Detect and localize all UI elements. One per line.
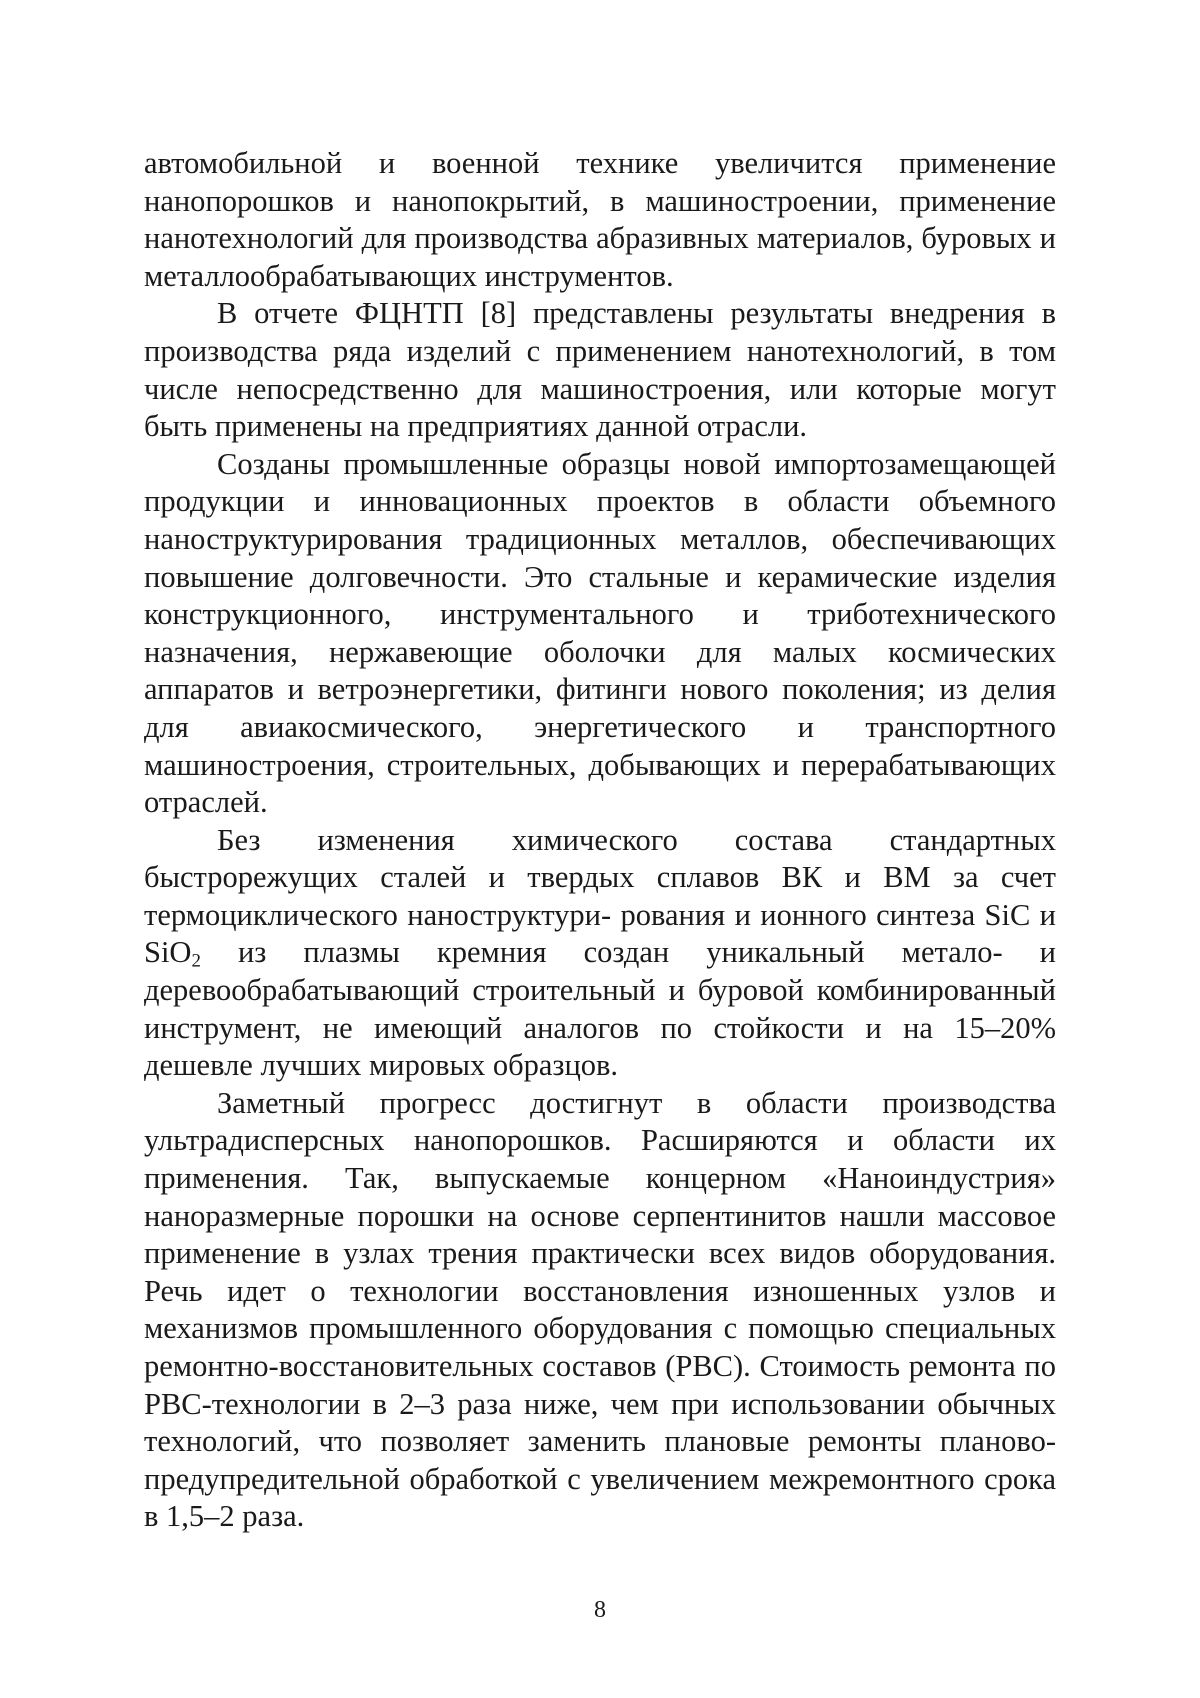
paragraph-1: автомобильной и военной технике увеличится применение нанопорошков и нанопокрытий, в машиностроении, применение нанотехнологий для производства абразивных материалов, буровых и металлообрабатывающих инструментов. [144, 146, 1056, 293]
paragraph-5: Заметный прогресс достигнут в области производства ультрадисперсных нанопорошков. Расширяются и области их применения. Так, выпускаемые концерном «Наноиндустрия» наноразмерные порошки на основе серпентинитов нашли массовое применение в узлах трения практически всех видов оборудования. Речь идет о технологии восстановления изношенных узлов и механизмов промышленного оборудования с помощью специальных ремонтно-восстановительных составов (РВС). Стоимость ремонта по РВС-технологии в 2–3 раза ниже, чем при использовании обычных технологий, что позволяет заменить плановые ремонты планово-предупредительной обработкой с увеличением межремонтного срока в 1,5–2 раза. [144, 1085, 1056, 1534]
subscript-2: 2 [191, 951, 201, 973]
paragraph-4-part-1: Без изменения химического состава стандартных быстрорежущих сталей и твердых сплавов ВК и ВМ за счет термоциклического наноструктури- рования и ионного синтеза SiC и SiO [144, 822, 1056, 970]
paragraph-2: В отчете ФЦНТП [8] представлены результаты внедрения в производства ряда изделий с применением нанотехнологий, в том числе непосредственно для машиностроения, или которые могут быть применены на предприятиях данной отрасли. [144, 296, 1056, 444]
body-text [144, 145, 1056, 1536]
page-number: 8 [594, 1597, 606, 1623]
paragraph-4-part-2: из плазмы кремния создан уникальный метало- и деревообрабатывающий строительный и буровой комбинированный инструмент, не имеющий аналогов по стойкости и на 15–20% дешевле лучших мировых образцов. [144, 935, 1056, 1083]
paragraph-4 [144, 822, 1056, 1085]
paragraph-3: Созданы промышленные образцы новой импортозамещающей продукции и инновационных проектов в области объемного наноструктурирования традиционных металлов, обеспечивающих повышение долговечности. Это стальные и керамические изделия конструкционного, инструментального и триботехнического назначения, нержавеющие оболочки для малых космических аппаратов и ветроэнергетики, фитинги нового поколения; из делия для авиакосмического, энергетического и транспортного машиностроения, строительных, добывающих и перерабатывающих отраслей. [144, 446, 1056, 820]
